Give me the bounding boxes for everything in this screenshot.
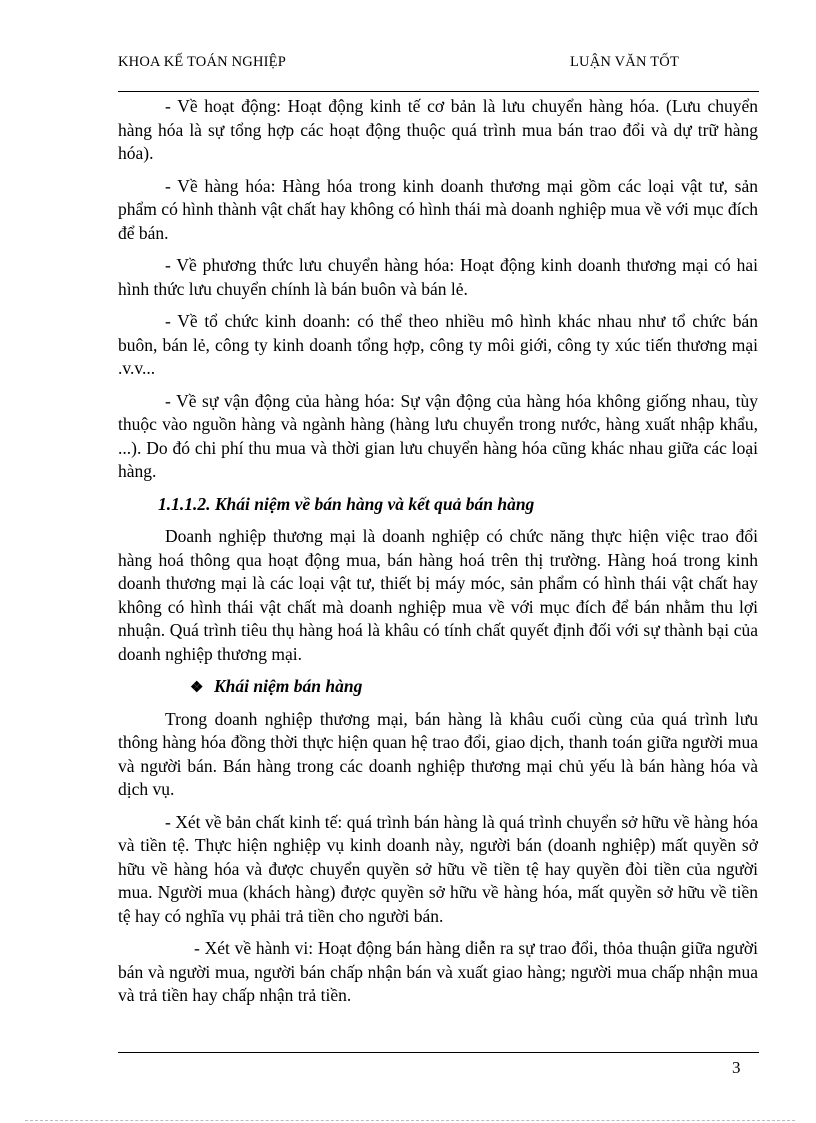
diamond-bullet-icon: ❖ (190, 680, 204, 696)
paragraph-activity: - Về hoạt động: Hoạt động kinh tế cơ bản là lưu chuyển hàng hóa. (Lưu chuyển hàng hóa là sự tổng hợp các hoạt động thuộc quá trình mua bán trao đổi và dự trữ hàng hóa). (118, 96, 758, 163)
subsection-heading-text: Khái niệm bán hàng (214, 676, 363, 696)
footer-divider (118, 1052, 759, 1053)
paragraph-commercial-enterprise: Doanh nghiệp thương mại là doanh nghiệp có chức năng thực hiện việc trao đổi hàng hoá thông qua hoạt động mua, bán hàng hoá trên thị trường. Hàng hoá trong kinh doanh thương mại là các loại vật tư, thiết bị máy móc, sản phẩm có hình thái vật chất hay không có hình thái vật chất mà doanh nghiệp mua về với mục đích để bán nhằm thu lợi nhuận. Quá trình tiêu thụ hàng hoá là khâu có tính chất quyết định đối với sự thành bại của doanh nghiệp thương mại. (118, 526, 758, 664)
header-divider (118, 91, 759, 92)
page-header (118, 54, 758, 92)
page-number: 3 (732, 1058, 741, 1077)
paragraph-goods: - Về hàng hóa: Hàng hóa trong kinh doanh thương mại gồm các loại vật tư, sản phẩm có hình thành vật chất hay không có hình thái mà doanh nghiệp mua về với mục đích để bán. (118, 175, 758, 243)
paragraph-economic-nature: - Xét về bản chất kinh tế: quá trình bán hàng là quá trình chuyển sở hữu về hàng hóa và tiền tệ. Thực hiện nghiệp vụ kinh doanh này, người bán (doanh nghiệp) mất quyền sở hữu về hàng hóa và được chuyển quyền sở hữu về tiền tệ hay quyền đòi tiền của người mua. Người mua (khách hàng) được quyền sở hữu về hàng hóa, mất quyền sở hữu về tiền tệ hay có nghĩa vụ phải trả tiền cho người bán. (118, 811, 758, 926)
document-body (118, 95, 758, 1017)
paragraph-goods-movement: - Về sự vận động của hàng hóa: Sự vận động của hàng hóa không giống nhau, tùy thuộc vào nguồn hàng và ngành hàng (hàng lưu chuyển trong nước, hàng xuất nhập khẩu, ...). Do đó chi phí thu mua và thời gian lưu chuyển hàng hóa cũng khác nhau giữa các loại hàng. (118, 390, 758, 481)
header-right-text: LUẬN VĂN TỐT (570, 54, 679, 70)
section-heading: 1.1.1.2. Khái niệm về bán hàng và kết quả bán hàng (158, 493, 535, 514)
paragraph-sales-definition: Trong doanh nghiệp thương mại, bán hàng là khâu cuối cùng của quá trình lưu thông hàng hóa đồng thời thực hiện quan hệ trao đổi, giao dịch, thanh toán giữa người mua và người bán. Bán hàng trong các doanh nghiệp thương mại chủ yếu là bán hàng hóa và dịch vụ. (118, 708, 758, 799)
paragraph-business-organization: - Về tổ chức kinh doanh: có thể theo nhiều mô hình khác nhau như tổ chức bán buôn, bán lẻ, công ty kinh doanh tổng hợp, công ty môi giới, công ty xúc tiến thương mại .v.v... (118, 311, 758, 378)
subsection-heading (118, 675, 758, 701)
page-bottom-dashed-line (25, 1120, 795, 1121)
paragraph-behavior: - Xét về hành vi: Hoạt động bán hàng diễn ra sự trao đổi, thỏa thuận giữa người bán và người mua, người bán chấp nhận bán và xuất giao hàng; người mua chấp nhận mua và trả tiền hay chấp nhận trả tiền. (118, 938, 758, 1005)
paragraph-circulation-method: - Về phương thức lưu chuyển hàng hóa: Hoạt động kinh doanh thương mại có hai hình thức lưu chuyển chính là bán buôn và bán lẻ. (118, 255, 758, 299)
header-left-text: KHOA KẾ TOÁN NGHIỆP (118, 54, 287, 70)
